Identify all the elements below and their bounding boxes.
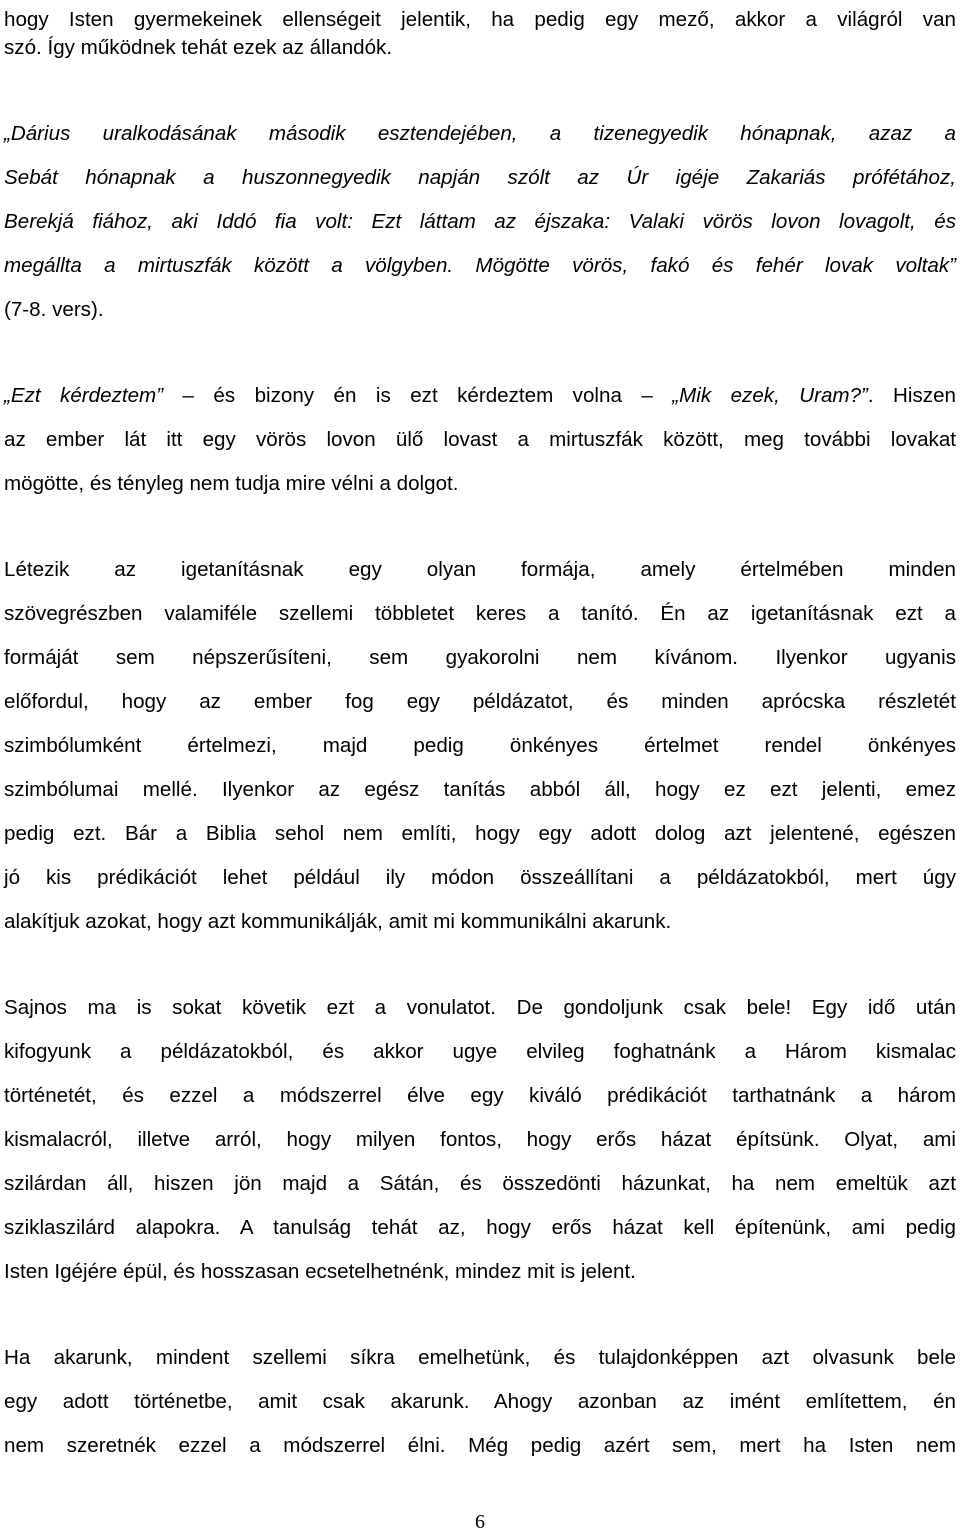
text-run: Isten Igéjére épül, és hosszasan ecsetelhetnénk, mindez mit is jelent.	[4, 1260, 636, 1283]
text-run: szó. Így működnek tehát ezek az állandók.	[4, 36, 393, 59]
text-run: történetét, és ezzel a módszerrel élve egy kiváló prédikációt tarthatnánk a három	[4, 1084, 956, 1107]
text-line	[4, 814, 956, 854]
text-line	[4, 1426, 956, 1466]
text-line	[4, 638, 956, 678]
text-run: szilárdan áll, hiszen jön majd a Sátán, és összedönti házunkat, ha nem emeltük azt	[4, 1172, 956, 1195]
text-line	[4, 1076, 956, 1116]
text-run: (7-8. vers).	[4, 298, 104, 321]
text-run: formáját sem népszerűsíteni, sem gyakorolni nem kívánom. Ilyenkor ugyanis	[4, 646, 956, 669]
text-run: Sajnos ma is sokat követik ezt a vonulatot. De gondoljunk csak bele! Egy idő után	[4, 996, 956, 1019]
text-run: – és bizony én is ezt kérdeztem volna –	[163, 384, 673, 407]
text-line	[4, 550, 956, 590]
text-run: kismalacról, illetve arról, hogy milyen fontos, hogy erős házat építsünk. Olyat, ami	[4, 1128, 956, 1151]
text-run: mögötte, és tényleg nem tudja mire vélni a dolgot.	[4, 472, 459, 495]
text-line	[4, 1120, 956, 1160]
text-run: nem szeretnék ezzel a módszerrel élni. Még pedig azért sem, mert ha Isten nem	[4, 1434, 956, 1457]
text-run: kifogyunk a példázatokból, és akkor ugye elvileg foghatnánk a Három kismalac	[4, 1040, 956, 1063]
text-line	[4, 988, 956, 1028]
text-line	[4, 464, 956, 504]
text-run: jó kis prédikációt lehet például ily módon összeállítani a példázatokból, mert úgy	[4, 866, 956, 889]
page-number: 6	[475, 1511, 485, 1533]
text-run: egy adott történetbe, amit csak akarunk. Ahogy azonban az imént említettem, én	[4, 1390, 956, 1413]
text-line	[4, 290, 956, 330]
text-run: előfordul, hogy az ember fog egy példázatot, és minden aprócska részletét	[4, 690, 956, 713]
text-line	[4, 1382, 956, 1422]
text-run: Ha akarunk, mindent szellemi síkra emelhetünk, és tulajdonképpen azt olvasunk bele	[4, 1346, 956, 1369]
text-line	[4, 1032, 956, 1072]
text-run: sziklaszilárd alapokra. A tanulság tehát az, hogy erős házat kell építenünk, ami pedig	[4, 1216, 956, 1239]
text-line	[4, 376, 956, 416]
text-line	[4, 594, 956, 634]
text-line	[4, 420, 956, 460]
text-line	[4, 858, 956, 898]
text-line	[4, 246, 956, 286]
text-line	[4, 28, 956, 68]
text-run: . Hiszen	[867, 384, 956, 407]
italic-text: Sebát hónapnak a huszonnegyedik napján szólt az Úr igéje Zakariás prófétához,	[4, 166, 956, 189]
text-run: hogy Isten gyermekeinek ellenségeit jelentik, ha pedig egy mező, akkor a világról van	[4, 8, 956, 31]
text-run: szimbólumai mellé. Ilyenkor az egész tanítás abból áll, hogy ez ezt jelenti, emez	[4, 778, 956, 801]
italic-text: „Ezt kérdeztem”	[4, 384, 164, 407]
text-line	[4, 770, 956, 810]
text-run: szimbólumként értelmezi, majd pedig önkényes értelmet rendel önkényes	[4, 734, 956, 757]
text-run: pedig ezt. Bár a Biblia sehol nem említi, hogy egy adott dolog azt jelentené, egészen	[4, 822, 956, 845]
text-line	[4, 114, 956, 154]
text-line	[4, 1164, 956, 1204]
text-run: alakítjuk azokat, hogy azt kommunikálják, amit mi kommunikálni akarunk.	[4, 910, 672, 933]
text-line	[4, 1252, 956, 1292]
text-run: az ember lát itt egy vörös lovon ülő lovast a mirtuszfák között, meg további lovakat	[4, 428, 956, 451]
italic-text: „Dárius uralkodásának második esztendejében, a tizenegyedik hónapnak, azaz a	[4, 122, 956, 145]
text-line	[4, 726, 956, 766]
text-run: Létezik az igetanításnak egy olyan formája, amely értelmében minden	[4, 558, 956, 581]
italic-text: Berekjá fiához, aki Iddó fia volt: Ezt láttam az éjszaka: Valaki vörös lovon lovagolt, és	[4, 210, 956, 233]
italic-text: „Mik ezek, Uram?”	[672, 384, 868, 407]
text-line	[4, 158, 956, 198]
text-line	[4, 1208, 956, 1248]
text-line	[4, 202, 956, 242]
italic-text: megállta a mirtuszfák között a völgyben. Mögötte vörös, fakó és fehér lovak voltak”	[4, 254, 956, 277]
text-line	[4, 902, 956, 942]
text-line	[4, 1338, 956, 1378]
text-line	[4, 682, 956, 722]
text-run: szövegrészben valamiféle szellemi többletet keres a tanító. Én az igetanításnak ezt a	[4, 602, 956, 625]
